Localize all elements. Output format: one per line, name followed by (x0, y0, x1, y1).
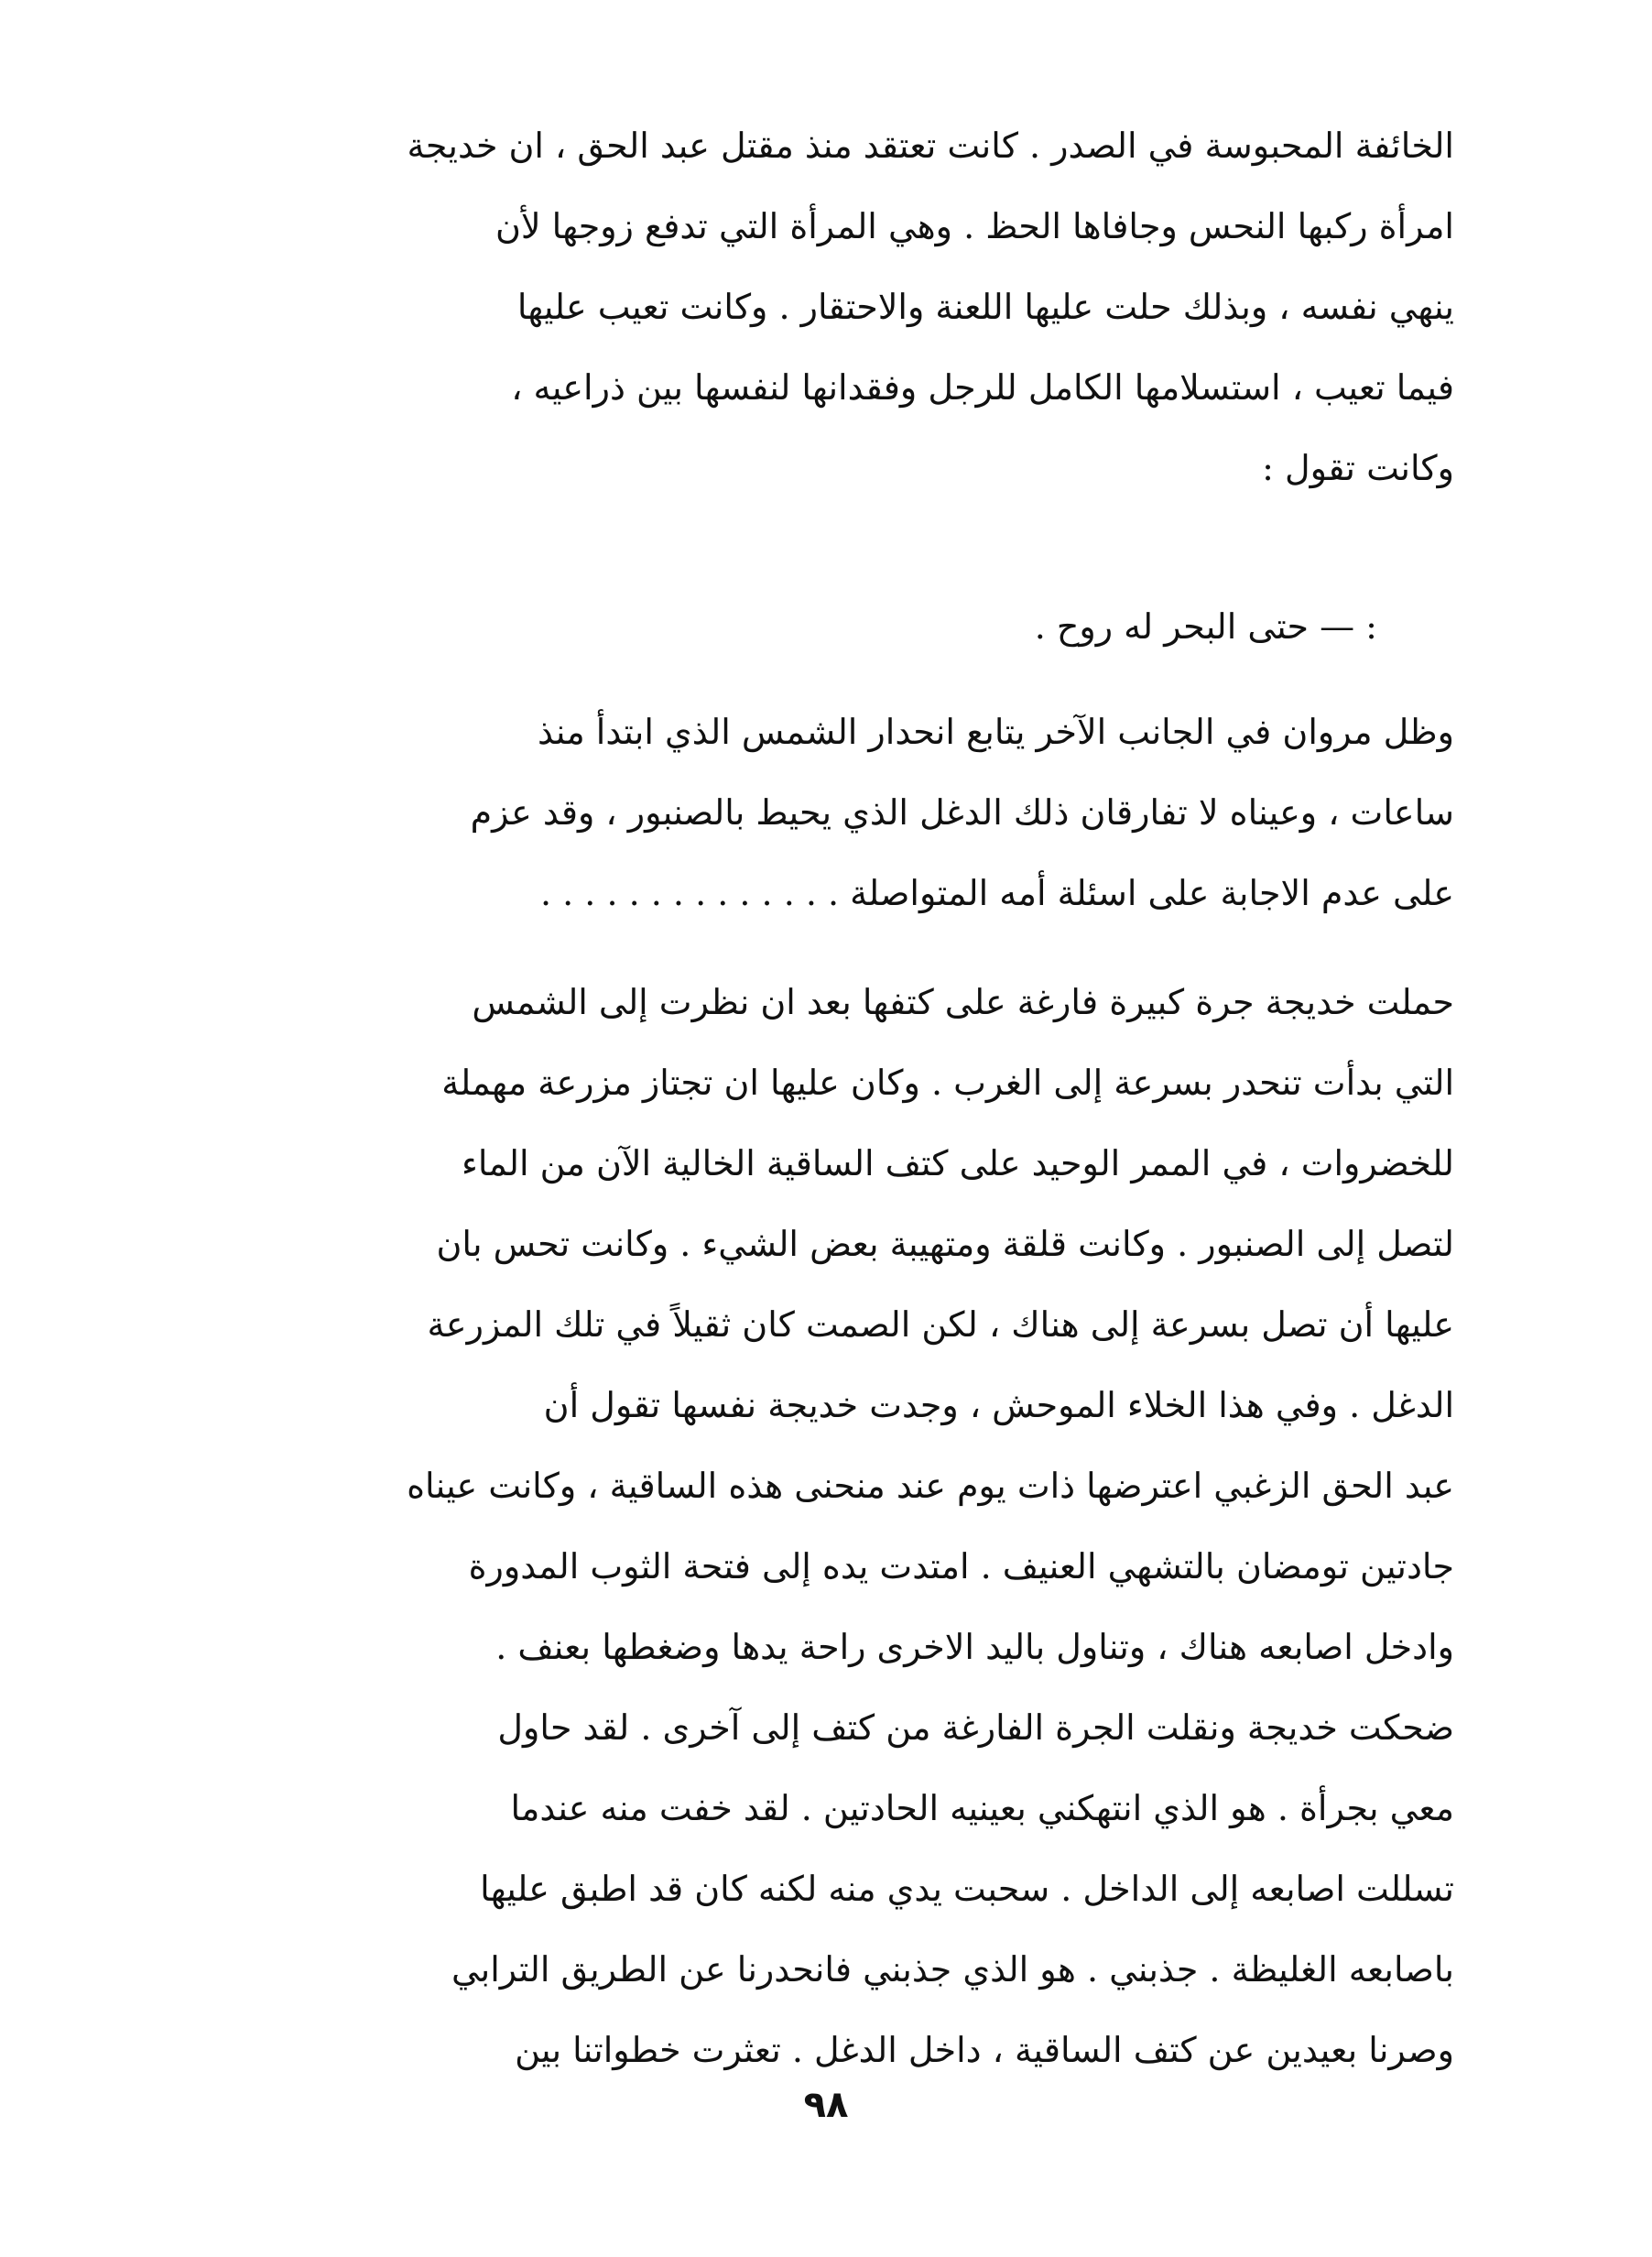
text-line: باصابعه الغليظة . جذبني . هو الذي جذبني فانحدرنا عن الطريق الترابي (451, 1949, 1454, 1990)
text-line: لتصل إلى الصنبور . وكانت قلقة ومتهيبة بعض الشيء . وكانت تحس بان (436, 1224, 1454, 1264)
dialogue-line (278, 586, 1377, 667)
text-line: امرأة ركبها النحس وجافاها الحظ . وهي المرأة التي تدفع زوجها لأن (495, 206, 1454, 246)
page-number: ٩٨ (803, 2084, 849, 2126)
text-line: : — حتى البحر له روح . (1034, 606, 1377, 647)
text-line: معي بجرأة . هو الذي انتهكني بعينيه الحادتين . لقد خفت منه عندما (510, 1788, 1454, 1828)
text-line: ساعات ، وعيناه لا تفارقان ذلك الدغل الذي يحيط بالصنبور ، وقد عزم (470, 792, 1454, 833)
text-line: حملت خديجة جرة كبيرة فارغة على كتفها بعد ان نظرت إلى الشمس (472, 982, 1454, 1022)
text-line: عليها أن تصل بسرعة إلى هناك ، لكن الصمت كان ثقيلاً في تلك المزرعة (427, 1304, 1454, 1345)
text-line: للخضروات ، في الممر الوحيد على كتف الساقية الخالية الآن من الماء (461, 1143, 1454, 1183)
text-line: ضحكت خديجة ونقلت الجرة الفارغة من كتف إلى آخرى . لقد حاول (497, 1707, 1454, 1748)
text-line: الدغل . وفي هذا الخلاء الموحش ، وجدت خديجة نفسها تقول أن (543, 1385, 1454, 1425)
text-line: ينهي نفسه ، وبذلك حلت عليها اللعنة والاحتقار . وكانت تعيب عليها (516, 287, 1454, 327)
text-line: على عدم الاجابة على اسئلة أمه المتواصلة . . . . . . . . . . . . . . (539, 873, 1454, 913)
text-line: تسللت اصابعه إلى الداخل . سحبت يدي منه لكنه كان قد اطبق عليها (480, 1869, 1454, 1909)
paragraph-2 (190, 692, 1454, 933)
text-line: وظل مروان في الجانب الآخر يتابع انحدار الشمس الذي ابتدأ منذ (537, 712, 1454, 752)
text-line: التي بدأت تنحدر بسرعة إلى الغرب . وكان عليها ان تجتاز مزرعة مهملة (441, 1063, 1454, 1103)
text-line: فيما تعيب ، استسلامها الكامل للرجل وفقدانها لنفسها بين ذراعيه ، (511, 367, 1454, 408)
text-line: وكانت تقول : (1262, 448, 1454, 488)
text-line: وصرنا بعيدين عن كتف الساقية ، داخل الدغل . تعثرت خطواتنا بين (515, 2030, 1454, 2070)
paragraph-1 (190, 105, 1454, 508)
paragraph-3 (190, 962, 1454, 2090)
text-line: عبد الحق الزغبي اعترضها ذات يوم عند منحنى هذه الساقية ، وكانت عيناه (407, 1466, 1454, 1506)
text-line: جادتين تومضان بالتشهي العنيف . امتدت يده إلى فتحة الثوب المدورة (468, 1546, 1454, 1586)
text-line: وادخل اصابعه هناك ، وتناول باليد الاخرى راحة يدها وضغطها بعنف . (495, 1627, 1454, 1667)
text-line: الخائفة المحبوسة في الصدر . كانت تعتقد منذ مقتل عبد الحق ، ان خديجة (407, 125, 1454, 166)
